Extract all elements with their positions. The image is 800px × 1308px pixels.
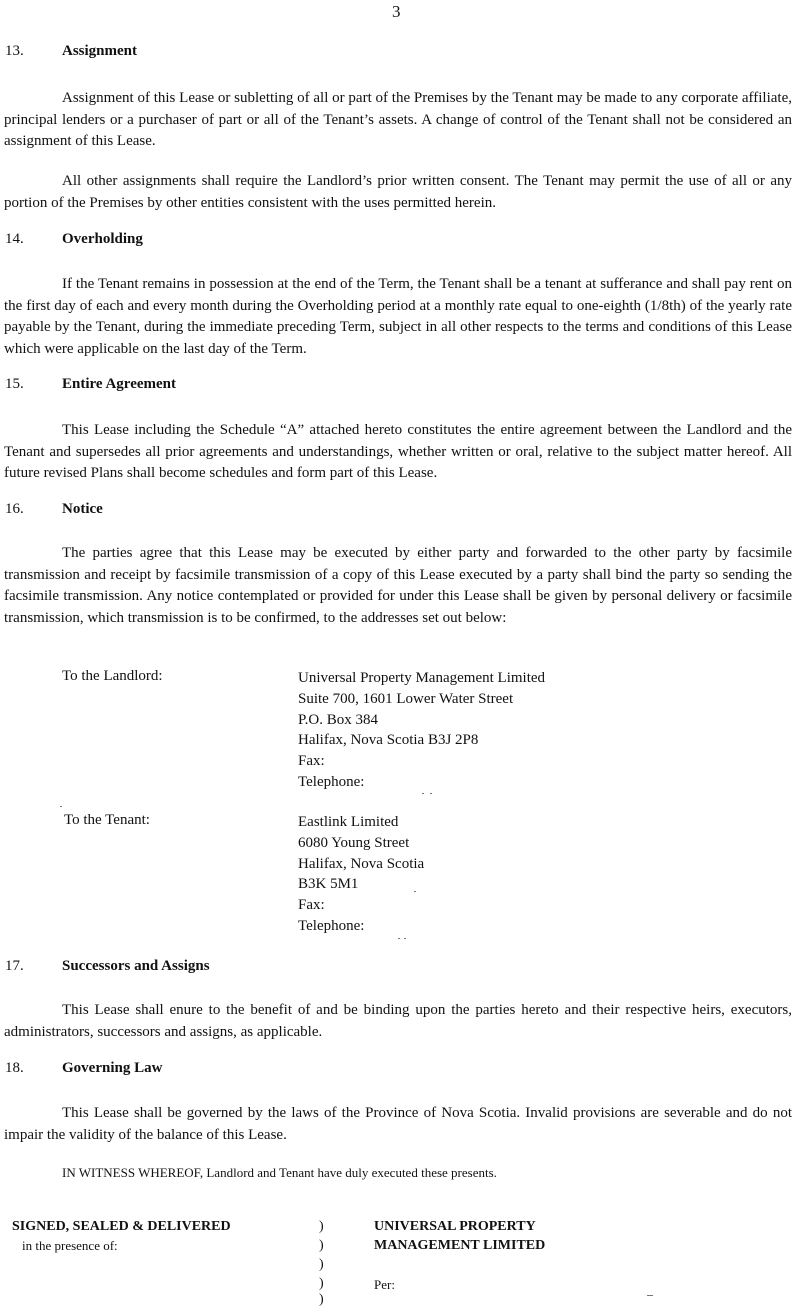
- section-number: 15.: [5, 376, 24, 392]
- section-number: 18.: [5, 1060, 24, 1076]
- tenant-label: To the Tenant:: [64, 812, 150, 828]
- scan-speck: [60, 806, 62, 807]
- address-line: Halifax, Nova Scotia B3J 2P8: [298, 732, 479, 749]
- scan-speck: [422, 793, 424, 794]
- signature-bracket: ): [319, 1276, 324, 1291]
- section-number: 14.: [5, 231, 24, 247]
- tenant-address: [298, 812, 424, 937]
- section-heading: Notice: [62, 501, 103, 517]
- landlord-label: To the Landlord:: [62, 668, 163, 684]
- section-paragraph: Assignment of this Lease or subletting of all or part of the Premises by the Tenant may be made to any corporate affiliate, principal lenders or a purchaser of part or all of the Tenant’s assets. A change of control of the Tenant shall not be considered an assignment of this Lease.: [4, 90, 792, 149]
- per-signature-label: Per:: [374, 1277, 395, 1292]
- section-heading: Successors and Assigns: [62, 958, 210, 974]
- fax-line: Fax:: [298, 753, 325, 770]
- section-heading: Assignment: [62, 43, 138, 59]
- section-paragraph: If the Tenant remains in possession at the end of the Term, the Tenant shall be a tenant at sufferance and shall pay rent on the first day of each and every month during the Overholding period at a monthly rate equal to one-eighth (1/8th) of the yearly rate payable by the Tenant, during the immediate preceding Term, subject in all other respects to the terms and conditions of this Lease which were applicable on the last day of the Term.: [4, 276, 792, 357]
- signature-bracket: ): [319, 1257, 324, 1272]
- scan-speck: [404, 938, 406, 939]
- section-number: 13.: [5, 43, 24, 59]
- signature-bracket: ): [319, 1292, 324, 1307]
- scan-speck: [398, 938, 400, 939]
- section-number: 17.: [5, 958, 24, 974]
- telephone-line: Telephone:: [298, 773, 365, 790]
- signature-bracket: ): [319, 1238, 324, 1253]
- page-number: 3: [392, 2, 401, 21]
- fax-line: Fax:: [298, 897, 325, 914]
- address-line: Eastlink Limited: [298, 814, 399, 830]
- section-heading: Overholding: [62, 231, 143, 247]
- scan-speck: [430, 793, 432, 794]
- section-paragraph: All other assignments shall require the Landlord’s prior written consent. The Tenant may permit the use of all or any portion of the Premises by other entities consistent with the uses permitted herein.: [4, 173, 792, 211]
- telephone-line: Telephone:: [298, 917, 365, 934]
- address-line: B3K 5M1: [298, 876, 359, 893]
- section-paragraph: This Lease shall be governed by the laws of the Province of Nova Scotia. Invalid provisions are severable and do not impair the validity of the balance of this Lease.: [4, 1105, 792, 1143]
- witness-clause: IN WITNESS WHEREOF, Landlord and Tenant have duly executed these presents.: [62, 1165, 497, 1180]
- address-line: P.O. Box 384: [298, 711, 379, 728]
- address-line: Halifax, Nova Scotia: [298, 855, 425, 872]
- landlord-company-name: UNIVERSAL PROPERTY: [374, 1219, 536, 1234]
- scan-speck: [414, 891, 416, 892]
- signature-bracket: ): [319, 1219, 324, 1234]
- signature-line-mark: [647, 1295, 653, 1296]
- address-line: Suite 700, 1601 Lower Water Street: [298, 690, 514, 707]
- landlord-company-name: MANAGEMENT LIMITED: [374, 1238, 546, 1253]
- section-paragraph: This Lease including the Schedule “A” attached hereto constitutes the entire agreement between the Landlord and the Tenant and supersedes all prior agreements and understandings, whether written or oral, relative to the subject matter hereof. All future revised Plans shall become schedules and form part of this Lease.: [4, 422, 792, 481]
- address-line: Universal Property Management Limited: [298, 670, 546, 686]
- signed-sealed-delivered: SIGNED, SEALED & DELIVERED: [12, 1219, 231, 1234]
- section-heading: Entire Agreement: [62, 376, 177, 392]
- section-paragraph: This Lease shall enure to the benefit of and be binding upon the parties hereto and their respective heirs, executors, administrators, successors and assigns, as applicable.: [4, 1002, 792, 1040]
- landlord-address: [298, 668, 545, 793]
- section-heading: Governing Law: [62, 1060, 163, 1076]
- section-paragraph: The parties agree that this Lease may be executed by either party and forwarded to the other party by facsimile transmission and receipt by facsimile transmission of a copy of this Lease executed by a party shall bind the party so sending the facsimile transmission. Any notice contemplated or provided for under this Lease shall be given by personal delivery or facsimile transmission, which transmission is to be confirmed, to the addresses set out below:: [4, 545, 792, 626]
- section-number: 16.: [5, 501, 24, 517]
- address-line: 6080 Young Street: [298, 834, 410, 851]
- in-presence-of: in the presence of:: [22, 1238, 118, 1253]
